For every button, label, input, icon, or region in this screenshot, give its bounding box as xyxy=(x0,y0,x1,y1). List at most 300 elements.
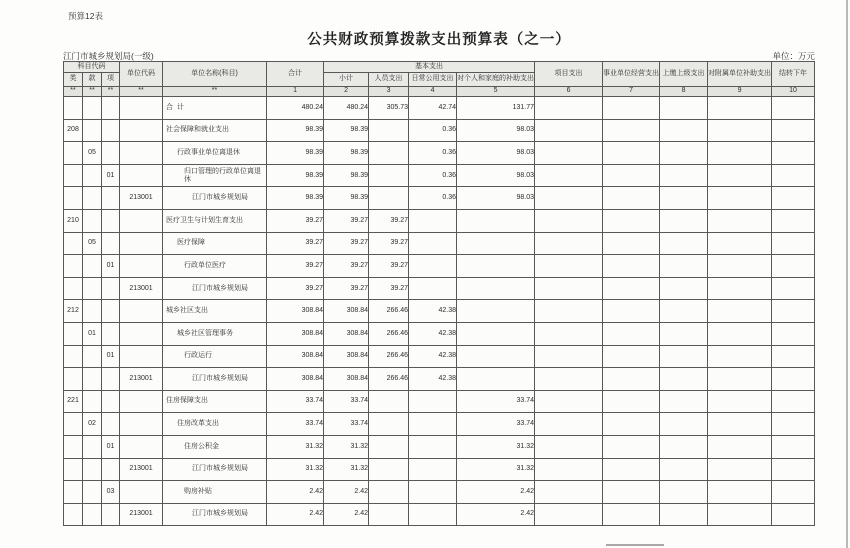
cell-upper-level xyxy=(660,435,708,458)
cell-upper-level xyxy=(660,458,708,481)
header-project-expenditure: 项目支出 xyxy=(535,62,603,87)
cell-total: 308.84 xyxy=(267,300,324,323)
cell-subtotal: 98.39 xyxy=(324,119,369,142)
table-row xyxy=(64,435,815,458)
column-number-cell: 2 xyxy=(324,87,369,97)
header-total: 合计 xyxy=(267,62,324,87)
cell-personnel xyxy=(369,119,409,142)
cell-unit-code xyxy=(120,413,163,436)
cell-carryover xyxy=(772,142,815,165)
cell-total: 33.74 xyxy=(267,413,324,436)
cell-affiliated-subsidy xyxy=(708,390,772,413)
cell-project xyxy=(535,390,603,413)
cell-family-subsidy: 31.32 xyxy=(457,435,535,458)
cell-subtotal: 39.27 xyxy=(324,232,369,255)
header-basic-expenditure: 基本支出 xyxy=(324,62,535,73)
cell-operation xyxy=(603,209,660,232)
page-title: 公共财政预算拨款支出预算表（之一） xyxy=(307,32,571,48)
cell-subject-name: 行政运行 xyxy=(163,345,267,368)
cell-family-subsidy xyxy=(457,255,535,278)
cell-daily-public xyxy=(409,458,457,481)
cell-unit-code xyxy=(120,142,163,165)
cell-project xyxy=(535,255,603,278)
cell-carryover xyxy=(772,458,815,481)
cell-family-subsidy xyxy=(457,232,535,255)
cell-carryover xyxy=(772,119,815,142)
cell-subject-name: 江门市城乡规划局 xyxy=(163,187,267,210)
cell-subtotal: 39.27 xyxy=(324,277,369,300)
header-row-1 xyxy=(64,62,815,73)
cell-daily-public xyxy=(409,255,457,278)
cell-item-code xyxy=(102,458,120,481)
cell-subtotal: 33.74 xyxy=(324,390,369,413)
cell-section-code xyxy=(83,435,102,458)
cell-total: 31.32 xyxy=(267,458,324,481)
cell-item-code xyxy=(102,413,120,436)
cell-personnel: 305.73 xyxy=(369,97,409,120)
table-row xyxy=(64,209,815,232)
cell-family-subsidy: 33.74 xyxy=(457,390,535,413)
cell-family-subsidy xyxy=(457,209,535,232)
cell-section-code: 05 xyxy=(83,142,102,165)
cell-daily-public: 42.74 xyxy=(409,97,457,120)
cell-affiliated-subsidy xyxy=(708,322,772,345)
cell-subject-name: 合 计 xyxy=(163,97,267,120)
cell-carryover xyxy=(772,481,815,504)
cell-class-code xyxy=(64,368,83,391)
cell-total: 98.39 xyxy=(267,187,324,210)
cell-subject-name: 社会保障和就业支出 xyxy=(163,119,267,142)
cell-personnel: 39.27 xyxy=(369,232,409,255)
cell-class-code: 212 xyxy=(64,300,83,323)
cell-unit-code: 213001 xyxy=(120,458,163,481)
cell-family-subsidy xyxy=(457,345,535,368)
cell-subtotal: 98.39 xyxy=(324,187,369,210)
cell-subject-name: 江门市城乡规划局 xyxy=(163,503,267,526)
cell-daily-public xyxy=(409,390,457,413)
cell-section-code xyxy=(83,300,102,323)
cell-class-code: 210 xyxy=(64,209,83,232)
table-row xyxy=(64,255,815,278)
cell-affiliated-subsidy xyxy=(708,97,772,120)
cell-subtotal: 308.84 xyxy=(324,368,369,391)
cell-personnel: 266.46 xyxy=(369,345,409,368)
table-row xyxy=(64,413,815,436)
cell-operation xyxy=(603,232,660,255)
organization-label: 江门市城乡规划局(一级) xyxy=(63,51,154,61)
cell-carryover xyxy=(772,232,815,255)
cell-carryover xyxy=(772,277,815,300)
cell-subject-name: 行政单位医疗 xyxy=(163,255,267,278)
cell-subject-name: 医疗卫生与计划生育支出 xyxy=(163,209,267,232)
cell-item-code xyxy=(102,300,120,323)
cell-unit-code xyxy=(120,164,163,187)
cell-affiliated-subsidy xyxy=(708,142,772,165)
table-row xyxy=(64,390,815,413)
star-cell: ** xyxy=(120,87,163,97)
column-number-cell: 10 xyxy=(772,87,815,97)
table-row xyxy=(64,481,815,504)
cell-upper-level xyxy=(660,345,708,368)
table-row xyxy=(64,97,815,120)
cell-personnel xyxy=(369,481,409,504)
cell-daily-public: 42.38 xyxy=(409,345,457,368)
cell-class-code xyxy=(64,164,83,187)
cell-class-code xyxy=(64,232,83,255)
cell-daily-public xyxy=(409,413,457,436)
cell-project xyxy=(535,435,603,458)
cell-project xyxy=(535,277,603,300)
cell-carryover xyxy=(772,345,815,368)
cell-unit-code xyxy=(120,255,163,278)
cell-daily-public xyxy=(409,232,457,255)
cell-class-code xyxy=(64,97,83,120)
cell-family-subsidy xyxy=(457,300,535,323)
cell-subtotal: 480.24 xyxy=(324,97,369,120)
cell-personnel: 266.46 xyxy=(369,300,409,323)
cell-subtotal: 98.39 xyxy=(324,164,369,187)
cell-personnel xyxy=(369,390,409,413)
cell-section-code: 01 xyxy=(83,322,102,345)
cell-unit-code: 213001 xyxy=(120,368,163,391)
cell-item-code xyxy=(102,232,120,255)
cell-total: 480.24 xyxy=(267,97,324,120)
cell-unit-code xyxy=(120,209,163,232)
cell-personnel xyxy=(369,142,409,165)
cell-daily-public: 0.36 xyxy=(409,119,457,142)
cell-project xyxy=(535,345,603,368)
cell-daily-public xyxy=(409,209,457,232)
cell-personnel xyxy=(369,164,409,187)
cell-total: 2.42 xyxy=(267,503,324,526)
cell-family-subsidy xyxy=(457,277,535,300)
cell-subtotal: 39.27 xyxy=(324,209,369,232)
scan-smudge-artifact xyxy=(606,544,664,546)
cell-project xyxy=(535,97,603,120)
cell-daily-public xyxy=(409,435,457,458)
cell-item-code xyxy=(102,119,120,142)
cell-carryover xyxy=(772,255,815,278)
cell-affiliated-subsidy xyxy=(708,119,772,142)
cell-family-subsidy: 98.03 xyxy=(457,142,535,165)
cell-total: 98.39 xyxy=(267,164,324,187)
cell-section-code xyxy=(83,481,102,504)
column-number-cell: 9 xyxy=(708,87,772,97)
cell-project xyxy=(535,413,603,436)
header-operation-expenditure: 事业单位经营支出 xyxy=(603,62,660,87)
cell-section-code xyxy=(83,345,102,368)
header-affiliated-subsidy: 对附属单位补助支出 xyxy=(708,62,772,87)
table-row xyxy=(64,368,815,391)
star-cell: ** xyxy=(64,87,83,97)
cell-subject-name: 医疗保障 xyxy=(163,232,267,255)
cell-operation xyxy=(603,187,660,210)
cell-affiliated-subsidy xyxy=(708,458,772,481)
cell-subject-name: 行政事业单位离退休 xyxy=(163,142,267,165)
cell-upper-level xyxy=(660,390,708,413)
cell-family-subsidy xyxy=(457,322,535,345)
cell-daily-public xyxy=(409,277,457,300)
cell-total: 98.39 xyxy=(267,119,324,142)
cell-subject-name: 住房改革支出 xyxy=(163,413,267,436)
cell-section-code: 05 xyxy=(83,232,102,255)
cell-unit-code: 213001 xyxy=(120,503,163,526)
cell-operation xyxy=(603,503,660,526)
cell-daily-public xyxy=(409,503,457,526)
column-number-row xyxy=(64,87,815,97)
cell-daily-public: 42.38 xyxy=(409,368,457,391)
cell-upper-level xyxy=(660,503,708,526)
cell-affiliated-subsidy xyxy=(708,164,772,187)
table-row xyxy=(64,322,815,345)
cell-total: 308.84 xyxy=(267,368,324,391)
cell-affiliated-subsidy xyxy=(708,255,772,278)
cell-operation xyxy=(603,97,660,120)
cell-total: 308.84 xyxy=(267,322,324,345)
cell-family-subsidy: 33.74 xyxy=(457,413,535,436)
header-item: 项 xyxy=(102,73,120,87)
cell-unit-code xyxy=(120,300,163,323)
cell-class-code xyxy=(64,413,83,436)
cell-subject-name: 江门市城乡规划局 xyxy=(163,458,267,481)
header-upper-level-expenditure: 上缴上级支出 xyxy=(660,62,708,87)
cell-affiliated-subsidy xyxy=(708,209,772,232)
cell-subject-name: 住房公积金 xyxy=(163,435,267,458)
cell-subject-name: 江门市城乡规划局 xyxy=(163,277,267,300)
cell-subject-name: 城乡社区管理事务 xyxy=(163,322,267,345)
cell-section-code: 02 xyxy=(83,413,102,436)
cell-class-code xyxy=(64,345,83,368)
cell-section-code xyxy=(83,209,102,232)
star-cell: ** xyxy=(163,87,267,97)
column-number-cell: 5 xyxy=(457,87,535,97)
header-personnel: 人员支出 xyxy=(369,73,409,87)
cell-family-subsidy: 2.42 xyxy=(457,503,535,526)
cell-operation xyxy=(603,435,660,458)
cell-affiliated-subsidy xyxy=(708,435,772,458)
cell-carryover xyxy=(772,503,815,526)
header-unit-code: 单位代码 xyxy=(120,62,163,87)
cell-class-code: 208 xyxy=(64,119,83,142)
cell-operation xyxy=(603,481,660,504)
cell-family-subsidy: 31.32 xyxy=(457,458,535,481)
cell-project xyxy=(535,322,603,345)
cell-class-code xyxy=(64,503,83,526)
cell-daily-public: 42.38 xyxy=(409,322,457,345)
cell-project xyxy=(535,232,603,255)
column-number-cell: 1 xyxy=(267,87,324,97)
cell-subtotal: 39.27 xyxy=(324,255,369,278)
cell-operation xyxy=(603,119,660,142)
cell-upper-level xyxy=(660,232,708,255)
cell-item-code xyxy=(102,277,120,300)
cell-section-code xyxy=(83,97,102,120)
table-row xyxy=(64,164,815,187)
cell-family-subsidy: 2.42 xyxy=(457,481,535,504)
cell-subtotal: 308.84 xyxy=(324,345,369,368)
cell-upper-level xyxy=(660,413,708,436)
cell-daily-public: 42.38 xyxy=(409,300,457,323)
table-row xyxy=(64,232,815,255)
cell-upper-level xyxy=(660,277,708,300)
cell-subtotal: 33.74 xyxy=(324,413,369,436)
cell-project xyxy=(535,209,603,232)
cell-project xyxy=(535,142,603,165)
star-cell: ** xyxy=(83,87,102,97)
cell-unit-code: 213001 xyxy=(120,187,163,210)
header-carryover: 结转下年 xyxy=(772,62,815,87)
cell-subtotal: 2.42 xyxy=(324,481,369,504)
cell-operation xyxy=(603,345,660,368)
cell-item-code xyxy=(102,322,120,345)
cell-carryover xyxy=(772,435,815,458)
cell-subject-name: 城乡社区支出 xyxy=(163,300,267,323)
cell-project xyxy=(535,187,603,210)
cell-operation xyxy=(603,277,660,300)
cell-upper-level xyxy=(660,97,708,120)
cell-section-code xyxy=(83,255,102,278)
column-number-cell: 7 xyxy=(603,87,660,97)
cell-section-code xyxy=(83,187,102,210)
cell-operation xyxy=(603,255,660,278)
cell-daily-public: 0.36 xyxy=(409,187,457,210)
cell-personnel xyxy=(369,458,409,481)
cell-carryover xyxy=(772,164,815,187)
cell-carryover xyxy=(772,413,815,436)
header-class: 类 xyxy=(64,73,83,87)
cell-section-code xyxy=(83,164,102,187)
cell-personnel xyxy=(369,503,409,526)
cell-item-code: 03 xyxy=(102,481,120,504)
cell-class-code xyxy=(64,458,83,481)
cell-affiliated-subsidy xyxy=(708,232,772,255)
cell-subtotal: 308.84 xyxy=(324,300,369,323)
table-row xyxy=(64,187,815,210)
cell-operation xyxy=(603,300,660,323)
cell-affiliated-subsidy xyxy=(708,277,772,300)
cell-total: 39.27 xyxy=(267,255,324,278)
table-row xyxy=(64,458,815,481)
cell-total: 98.39 xyxy=(267,142,324,165)
cell-project xyxy=(535,119,603,142)
cell-item-code: 01 xyxy=(102,255,120,278)
cell-class-code xyxy=(64,322,83,345)
cell-item-code xyxy=(102,209,120,232)
cell-carryover xyxy=(772,368,815,391)
cell-total: 308.84 xyxy=(267,345,324,368)
cell-subject-name: 归口管理的行政单位离退休 xyxy=(163,164,267,187)
cell-item-code: 01 xyxy=(102,345,120,368)
header-subtotal: 小计 xyxy=(324,73,369,87)
cell-personnel xyxy=(369,435,409,458)
cell-upper-level xyxy=(660,142,708,165)
cell-carryover xyxy=(772,390,815,413)
cell-total: 39.27 xyxy=(267,209,324,232)
cell-affiliated-subsidy xyxy=(708,368,772,391)
cell-personnel: 266.46 xyxy=(369,368,409,391)
cell-upper-level xyxy=(660,322,708,345)
cell-total: 39.27 xyxy=(267,277,324,300)
cell-unit-code xyxy=(120,232,163,255)
cell-item-code xyxy=(102,390,120,413)
cell-subtotal: 31.32 xyxy=(324,435,369,458)
cell-subtotal: 98.39 xyxy=(324,142,369,165)
cell-upper-level xyxy=(660,481,708,504)
cell-subtotal: 31.32 xyxy=(324,458,369,481)
header-family-subsidy: 对个人和家庭的补助支出 xyxy=(457,73,535,87)
form-number-label: 预算12表 xyxy=(68,11,103,21)
cell-section-code xyxy=(83,458,102,481)
cell-section-code xyxy=(83,119,102,142)
cell-operation xyxy=(603,413,660,436)
cell-upper-level xyxy=(660,164,708,187)
cell-operation xyxy=(603,368,660,391)
cell-project xyxy=(535,481,603,504)
table-row xyxy=(64,503,815,526)
cell-class-code xyxy=(64,435,83,458)
star-cell: ** xyxy=(102,87,120,97)
cell-project xyxy=(535,503,603,526)
header-daily-public: 日常公用支出 xyxy=(409,73,457,87)
cell-project xyxy=(535,368,603,391)
budget-table xyxy=(63,61,815,526)
cell-carryover xyxy=(772,97,815,120)
cell-carryover xyxy=(772,209,815,232)
cell-affiliated-subsidy xyxy=(708,345,772,368)
cell-daily-public xyxy=(409,481,457,504)
cell-family-subsidy: 98.03 xyxy=(457,187,535,210)
cell-personnel xyxy=(369,413,409,436)
cell-operation xyxy=(603,142,660,165)
header-subject-code: 科目代码 xyxy=(64,62,120,73)
cell-class-code xyxy=(64,481,83,504)
cell-upper-level xyxy=(660,300,708,323)
cell-family-subsidy: 131.77 xyxy=(457,97,535,120)
cell-project xyxy=(535,164,603,187)
column-number-cell: 4 xyxy=(409,87,457,97)
column-number-cell: 8 xyxy=(660,87,708,97)
cell-unit-code xyxy=(120,390,163,413)
cell-personnel xyxy=(369,187,409,210)
cell-class-code xyxy=(64,255,83,278)
table-row xyxy=(64,142,815,165)
cell-class-code xyxy=(64,277,83,300)
cell-unit-code xyxy=(120,322,163,345)
cell-section-code xyxy=(83,390,102,413)
cell-personnel: 266.46 xyxy=(369,322,409,345)
cell-item-code xyxy=(102,187,120,210)
header-unit-name: 单位名称(科目) xyxy=(163,62,267,87)
cell-family-subsidy: 98.03 xyxy=(457,119,535,142)
cell-daily-public: 0.36 xyxy=(409,142,457,165)
cell-upper-level xyxy=(660,255,708,278)
cell-unit-code xyxy=(120,481,163,504)
cell-item-code: 01 xyxy=(102,435,120,458)
cell-section-code xyxy=(83,277,102,300)
cell-operation xyxy=(603,458,660,481)
cell-daily-public: 0.36 xyxy=(409,164,457,187)
cell-item-code: 01 xyxy=(102,164,120,187)
cell-section-code xyxy=(83,368,102,391)
cell-unit-code xyxy=(120,345,163,368)
cell-item-code xyxy=(102,503,120,526)
header-section: 款 xyxy=(83,73,102,87)
cell-affiliated-subsidy xyxy=(708,300,772,323)
table-row xyxy=(64,300,815,323)
cell-total: 39.27 xyxy=(267,232,324,255)
cell-carryover xyxy=(772,300,815,323)
cell-class-code: 221 xyxy=(64,390,83,413)
